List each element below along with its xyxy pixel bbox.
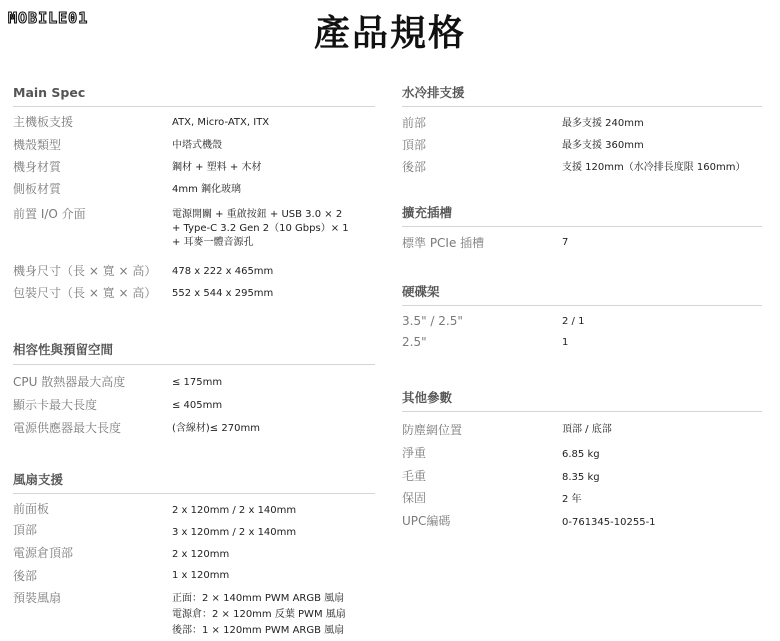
spec-value: 4mm 鋼化玻璃 <box>172 184 242 195</box>
spec-label: 2.5" <box>402 335 427 349</box>
spec-value-line: + 耳麥一體音源孔 <box>172 237 254 248</box>
spec-value: 2 x 120mm / 2 x 140mm <box>172 505 297 516</box>
section-divider <box>13 106 375 107</box>
spec-label: 電源供應器最大長度 <box>13 421 122 435</box>
spec-label: 機身材質 <box>13 160 62 174</box>
spec-label: 頂部 <box>13 523 38 537</box>
spec-value-line: 後部：1 × 120mm PWM ARGB 風扇 <box>172 625 345 636</box>
section-divider <box>402 226 762 227</box>
spec-label: 機殼類型 <box>13 138 62 152</box>
spec-value: (含線材)≤ 270mm <box>172 423 260 434</box>
spec-label: 包裝尺寸（長 × 寬 × 高） <box>13 286 157 300</box>
spec-label: 後部 <box>402 160 427 174</box>
spec-value: 0-761345-10255-1 <box>562 517 656 528</box>
spec-label: 3.5" / 2.5" <box>402 314 463 328</box>
section-header-expansion: 擴充插槽 <box>402 205 453 220</box>
spec-label: 前面板 <box>13 502 50 516</box>
spec-label: UPC編碼 <box>402 514 451 528</box>
spec-label: 電源倉頂部 <box>13 546 74 560</box>
spec-label: 預裝風扇 <box>13 591 62 605</box>
spec-value: ≤ 175mm <box>172 377 223 388</box>
spec-label: 標準 PCIe 插槽 <box>402 236 485 250</box>
spec-value-line: + Type-C 3.2 Gen 2（10 Gbps）× 1 <box>172 223 349 234</box>
page-title: 產品規格 <box>313 13 466 54</box>
section-divider <box>402 106 762 107</box>
spec-value: 鋼材 + 塑料 + 木材 <box>172 162 262 173</box>
section-header-drive-bay: 硬碟架 <box>402 284 440 299</box>
section-divider <box>402 305 762 306</box>
spec-label: 前置 I/O 介面 <box>13 207 86 221</box>
spec-label: CPU 散熱器最大高度 <box>13 375 126 389</box>
spec-value: 最多支援 360mm <box>562 140 644 151</box>
spec-value: 2 x 120mm <box>172 549 230 560</box>
spec-value: 1 x 120mm <box>172 570 230 581</box>
spec-value: 1 <box>562 337 569 348</box>
spec-label: 毛重 <box>402 469 427 483</box>
spec-value-line: 電源開關 + 重啟按鈕 + USB 3.0 × 2 <box>172 209 343 220</box>
logo-wordmark: MOBILE01 <box>8 8 89 27</box>
spec-label: 顯示卡最大長度 <box>13 398 98 412</box>
spec-label: 淨重 <box>402 446 427 460</box>
spec-value: 最多支援 240mm <box>562 118 644 129</box>
section-header-main-spec: Main Spec <box>13 85 86 100</box>
spec-value: ≤ 405mm <box>172 400 223 411</box>
spec-label: 機身尺寸（長 × 寬 × 高） <box>13 264 157 278</box>
spec-label: 防塵網位置 <box>402 423 463 437</box>
spec-value: 552 x 544 x 295mm <box>172 288 274 299</box>
section-header-compatibility: 相容性與預留空間 <box>13 342 114 357</box>
section-divider <box>13 493 375 494</box>
spec-value: 7 <box>562 237 569 248</box>
spec-value-line: 正面：2 × 140mm PWM ARGB 風扇 <box>172 593 345 604</box>
spec-value: 頂部 / 底部 <box>562 424 612 435</box>
section-header-radiator: 水冷排支援 <box>402 85 465 100</box>
section-header-other: 其他參數 <box>402 390 453 405</box>
spec-value: 中塔式機殼 <box>172 140 222 151</box>
spec-value: 6.85 kg <box>562 449 600 460</box>
section-divider <box>13 364 375 365</box>
spec-label: 後部 <box>13 569 38 583</box>
spec-label: 保固 <box>402 491 427 505</box>
spec-value: 2 / 1 <box>562 316 585 327</box>
spec-value-line: 電源倉：2 × 120mm 反葉 PWM 風扇 <box>172 609 346 620</box>
spec-value: 8.35 kg <box>562 472 600 483</box>
spec-value: ATX, Micro-ATX, ITX <box>172 117 270 128</box>
spec-label: 側板材質 <box>13 182 62 196</box>
section-divider <box>402 411 762 412</box>
spec-label: 前部 <box>402 116 427 130</box>
spec-label: 主機板支援 <box>13 115 74 129</box>
spec-label: 頂部 <box>402 138 427 152</box>
spec-value: 3 x 120mm / 2 x 140mm <box>172 527 297 538</box>
spec-value: 478 x 222 x 465mm <box>172 266 274 277</box>
spec-value: 2 年 <box>562 494 582 505</box>
spec-value: 支援 120mm（水冷排長度限 160mm） <box>562 162 746 173</box>
section-header-fans: 風扇支援 <box>13 472 64 487</box>
